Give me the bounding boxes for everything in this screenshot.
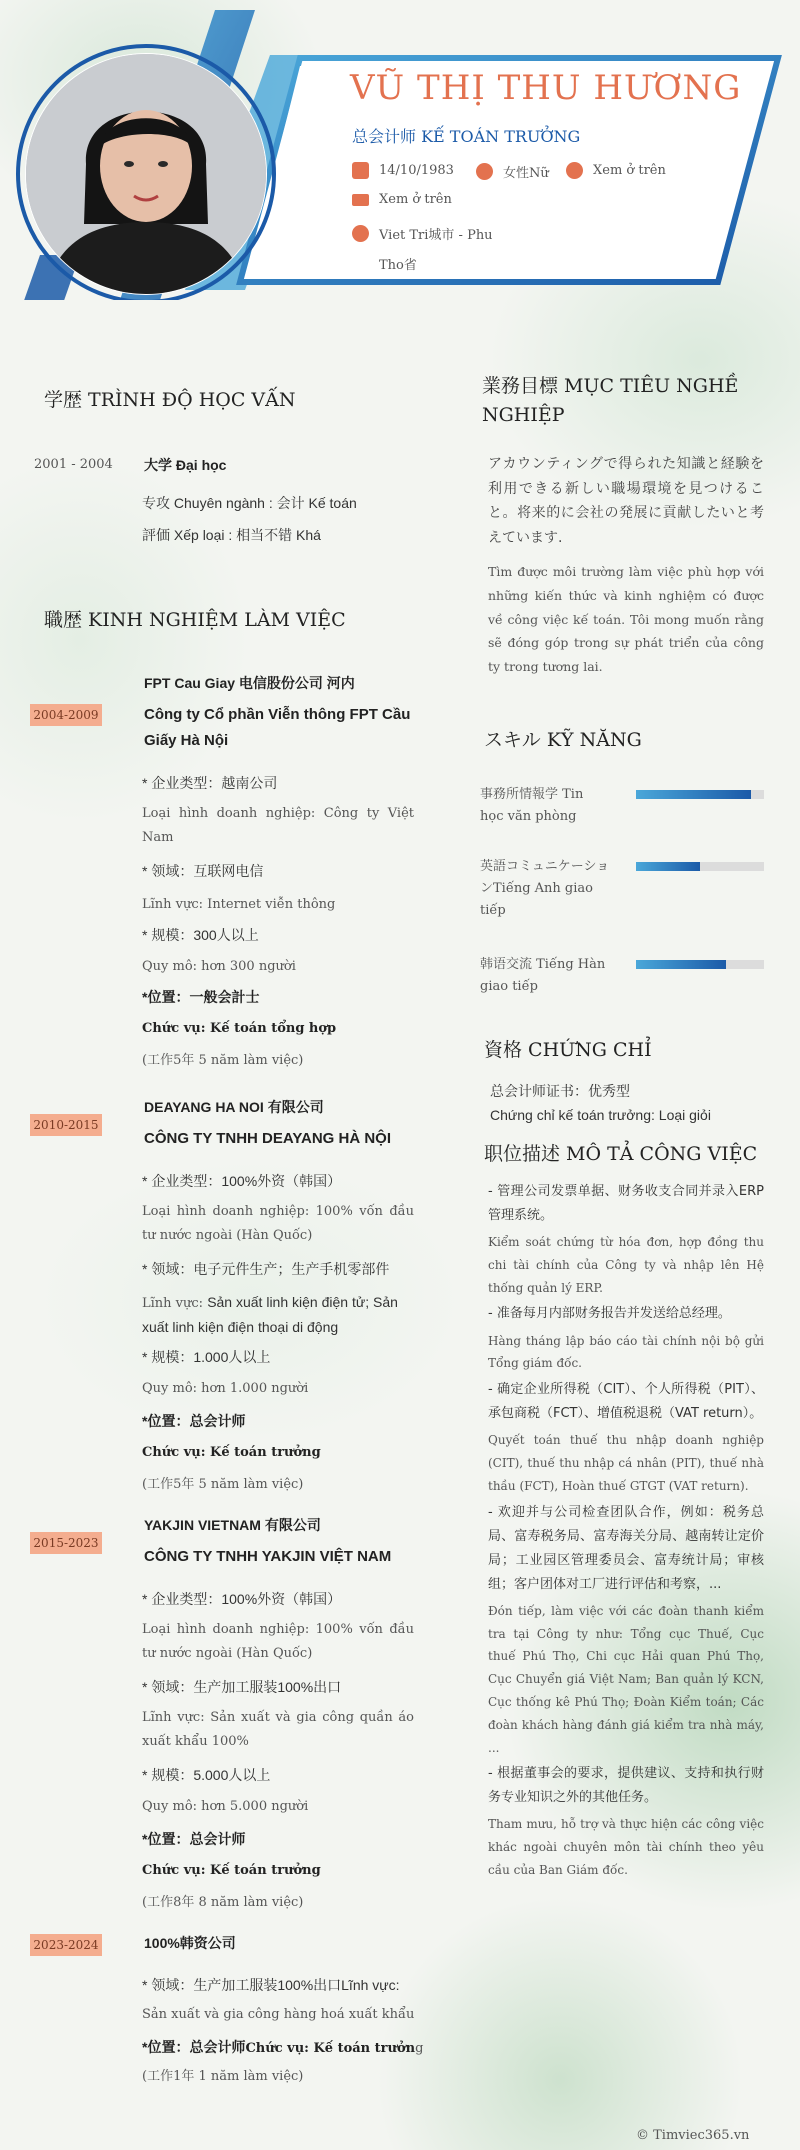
location-icon bbox=[352, 225, 369, 242]
skill-3-label-line1: 韩语交流 Tiếng Hàn bbox=[480, 957, 606, 972]
gender-value: 女性Nữ bbox=[503, 166, 549, 181]
education-grade: 評価 Xếp loại : 相当不错 Khá bbox=[142, 527, 321, 543]
duty-paragraph: - 根据董事会的要求，提供建议、支持和执行财务专业知识之外的其他任务。 bbox=[488, 1766, 764, 1806]
address-line2: Tho省 bbox=[379, 258, 417, 273]
job-1-field-vn: Lĩnh vực: Internet viễn thông bbox=[142, 897, 336, 912]
duty-paragraph: Đón tiếp, làm việc với các đoàn thanh kiểm tra tại Công ty như: Tổng cục Thuế, Cục thuế Phú Thọ, Chi cục Hải quan Phú Thọ, Cục Chuyển giá Việt Nam; Ban quản lý KCN, Cục thống kê Phú Thọ; Đoàn Kiểm toán; Các đoàn khách hàng đánh giá kiểm tra nhà máy, ... bbox=[488, 1603, 764, 1755]
skill-3-label-line2: giao tiếp bbox=[480, 979, 538, 995]
certificates-heading: 資格 CHỨNG CHỈ bbox=[484, 1039, 652, 1061]
job-2-role-vn: Chức vụ: Kế toán trưởng bbox=[142, 1445, 321, 1460]
job-1-period: 2004-2009 bbox=[30, 704, 102, 726]
duty-paragraph: Tham mưu, hỗ trợ và thực hiện các công việc khác ngoài chuyên môn tài chính theo yêu cầu của Ban Giám đốc. bbox=[488, 1817, 764, 1878]
job-4-role-vn: Chức vụ: Kế toán trưởn bbox=[245, 2041, 416, 2056]
job-2-company-vn: CÔNG TY TNHH DEAYANG HÀ NỘI bbox=[144, 1130, 391, 1147]
job-1-type-cn: * 企业类型：越南公司 bbox=[142, 775, 278, 791]
job-4-role bbox=[142, 2036, 423, 2060]
job-4-field-line2: Sản xuất và gia công hàng hoá xuất khẩu bbox=[142, 2007, 415, 2022]
skill-1-bar bbox=[636, 790, 764, 799]
skill-3-label bbox=[480, 954, 630, 998]
birthdate-row bbox=[352, 162, 454, 179]
full-name: VŨ THỊ THU HƯƠNG bbox=[350, 68, 742, 108]
job-1-scale-cn: * 规模：300人以上 bbox=[142, 927, 259, 943]
person-silhouette-icon bbox=[26, 54, 266, 294]
duty-paragraph: Quyết toán thuế thu nhập doanh nghiệp (CIT), thuế thu nhập cá nhân (PIT), thuế nhà thầu (FCT), Hoàn thuế GTGT (VAT return). bbox=[488, 1433, 764, 1493]
job-4-role-cn: *位置：总会计师 bbox=[142, 2039, 246, 2055]
job-2-duration: (工作5年 5 năm làm việc) bbox=[142, 1477, 304, 1492]
skill-3-bar bbox=[636, 960, 764, 969]
birthdate-value: 14/10/1983 bbox=[379, 163, 454, 178]
job-2-type-cn: * 企业类型：100%外资（韩国） bbox=[142, 1173, 342, 1189]
calendar-icon bbox=[352, 162, 369, 179]
job-3-field-vn: Lĩnh vực: Sản xuất và gia công quần áo xuất khẩu 100% bbox=[142, 1710, 414, 1750]
job-1-company-vn: Công ty Cổ phần Viễn thông FPT Cầu Giấy Hà Nội bbox=[144, 706, 411, 749]
duties-heading: 职位描述 MÔ TẢ CÔNG VIỆC bbox=[484, 1143, 758, 1165]
job-4-role-tail: g bbox=[415, 2041, 424, 2056]
job-3-type-vn: Loại hình doanh nghiệp: 100% vốn đầu tư nước ngoài (Hàn Quốc) bbox=[142, 1622, 414, 1662]
job-4-field-line1: * 领域：生产加工服装100%出口Lĩnh vực: bbox=[142, 1977, 400, 1993]
job-3-type-cn: * 企业类型：100%外资（韩国） bbox=[142, 1591, 342, 1607]
skill-2-bar bbox=[636, 862, 764, 871]
job-1-company-cn: FPT Cau Giay 电信股份公司 河内 bbox=[144, 675, 355, 691]
job-4-company-cn: 100%韩资公司 bbox=[144, 1935, 236, 1951]
job-2-role-cn: *位置：总会计师 bbox=[142, 1413, 246, 1429]
skill-1-bar-fill bbox=[636, 790, 751, 799]
certificate-line1: 总会计师证书：优秀型 bbox=[490, 1083, 630, 1099]
job-2-period: 2010-2015 bbox=[30, 1114, 102, 1136]
gender-icon bbox=[476, 163, 493, 180]
skill-2-label bbox=[480, 856, 630, 922]
phone-value: Xem ở trên bbox=[593, 163, 666, 178]
phone-icon bbox=[566, 162, 583, 179]
job-1-scale-vn: Quy mô: hơn 300 người bbox=[142, 959, 296, 974]
duty-paragraph: Kiểm soát chứng từ hóa đơn, hợp đồng thu chi tài chính của Công ty và nhập lên Hệ thống quản lý ERP. bbox=[488, 1235, 764, 1295]
job-3-role-vn: Chức vụ: Kế toán trưởng bbox=[142, 1863, 321, 1878]
education-years: 2001 - 2004 bbox=[34, 457, 113, 472]
email-value: Xem ở trên bbox=[379, 192, 452, 207]
duty-paragraph: - 准备每月内部财务报告并发送给总经理。 bbox=[488, 1306, 731, 1322]
job-1-type-vn: Loại hình doanh nghiệp: Công ty Việt Nam bbox=[142, 806, 414, 846]
objective-heading-line1: 業務目標 MỤC TIÊU NGHỀ bbox=[482, 375, 739, 397]
duties-list bbox=[488, 1180, 764, 1885]
duty-paragraph: - 确定企业所得税（CIT）、个人所得税（PIT）、承包商税（FCT）、增值税退税（VAT return）。 bbox=[488, 1382, 764, 1422]
job-2-company-cn: DEAYANG HA NOI 有限公司 bbox=[144, 1099, 324, 1115]
objective-heading-line2: NGHIỆP bbox=[482, 404, 565, 427]
objective-jp: アカウンティングで得られた知識と経験を利用できる新しい職場環境を見つけること。将来的に会社の発展に貢献したいと考えています. bbox=[488, 456, 764, 546]
job-3-role-cn: *位置：总会计师 bbox=[142, 1831, 246, 1847]
address-line1: Viet Tri城市 - Phu bbox=[379, 228, 493, 243]
certificate-line2: Chứng chỉ kế toán trưởng: Loại giỏi bbox=[490, 1107, 711, 1123]
job-1-role-vn: Chức vụ: Kế toán tổng hợp bbox=[142, 1021, 337, 1036]
skill-2-bar-fill bbox=[636, 862, 700, 871]
job-2-field-vn-label: Lĩnh vực: bbox=[142, 1296, 208, 1311]
education-major: 专攻 Chuyên ngành : 会计 Kế toán bbox=[142, 495, 357, 511]
skill-2-label-line3: tiếp bbox=[480, 903, 506, 919]
education-school: 大学 Đại học bbox=[144, 457, 227, 473]
job-3-period: 2015-2023 bbox=[30, 1532, 102, 1554]
email-row bbox=[352, 192, 452, 207]
job-3-company-cn: YAKJIN VIETNAM 有限公司 bbox=[144, 1517, 321, 1533]
profile-photo bbox=[26, 54, 266, 294]
address-row bbox=[352, 224, 493, 243]
job-2-scale-vn: Quy mô: hơn 1.000 người bbox=[142, 1381, 309, 1396]
job-1-field-cn: * 领域：互联网电信 bbox=[142, 863, 264, 879]
job-3-scale-vn: Quy mô: hơn 5.000 người bbox=[142, 1799, 309, 1814]
job-3-field-cn: * 领域：生产加工服装100%出口 bbox=[142, 1679, 342, 1695]
address-row-2 bbox=[379, 254, 417, 273]
gender-row bbox=[476, 162, 549, 181]
job-2-field-cn: * 领域：电子元件生产；生产手机零部件 bbox=[142, 1261, 390, 1277]
job-3-scale-cn: * 规模：5.000人以上 bbox=[142, 1767, 271, 1783]
skill-3-bar-fill bbox=[636, 960, 726, 969]
duty-paragraph: - 管理公司发票单据、财务收支合同并录入ERP管理系统。 bbox=[488, 1184, 764, 1224]
job-2-type-vn: Loại hình doanh nghiệp: 100% vốn đầu tư nước ngoài (Hàn Quốc) bbox=[142, 1204, 414, 1244]
skill-1-label-line1: 事務所情報学 Tin bbox=[480, 787, 584, 802]
skill-1-label bbox=[480, 784, 630, 828]
skill-2-label-line1: 英語コミュニケーショ bbox=[480, 859, 610, 874]
job-2-scale-cn: * 规模：1.000人以上 bbox=[142, 1349, 271, 1365]
skill-1-label-line2: học văn phòng bbox=[480, 809, 577, 825]
mail-icon bbox=[352, 194, 369, 206]
duty-paragraph: - 欢迎并与公司检查团队合作，例如：税务总局、富寿税务局、富寿海关分局、越南转让定价局；工业园区管理委员会、富寿统计局；审核组；客户团体对工厂进行评估和考察，... bbox=[488, 1504, 764, 1592]
objective-heading bbox=[482, 372, 738, 431]
job-3-company-vn: CÔNG TY TNHH YAKJIN VIỆT NAM bbox=[144, 1548, 392, 1565]
education-heading: 学歴 TRÌNH ĐỘ HỌC VẤN bbox=[44, 389, 296, 411]
experience-heading: 職歴 KINH NGHIỆM LÀM VIỆC bbox=[44, 609, 346, 631]
job-4-period: 2023-2024 bbox=[30, 1934, 102, 1956]
job-1-role-cn: *位置：一般会計士 bbox=[142, 989, 260, 1005]
phone-row bbox=[566, 162, 666, 179]
footer-copyright: © Timviec365.vn bbox=[636, 2128, 750, 2143]
job-2-field-vn bbox=[142, 1290, 418, 1341]
duty-paragraph: Hàng tháng lập báo cáo tài chính nội bộ gửi Tổng giám đốc. bbox=[488, 1333, 764, 1371]
skill-2-label-line2: ンTiếng Anh giao bbox=[480, 881, 593, 897]
job-4-duration: (工作1年 1 năm làm việc) bbox=[142, 2069, 304, 2084]
skills-heading: スキル KỸ NĂNG bbox=[484, 729, 642, 751]
job-1-duration: (工作5年 5 năm làm việc) bbox=[142, 1053, 304, 1068]
job-position: 总会计师 KẾ TOÁN TRƯỞNG bbox=[352, 127, 581, 146]
job-3-duration: (工作8年 8 năm làm việc) bbox=[142, 1895, 304, 1910]
objective-vn: Tìm được môi trường làm việc phù hợp với những kiến thức và kinh nghiệm có được về công việc kế toán. Tôi mong muốn rằng sẽ đóng góp trong sự phát triển của công ty trong tương lai. bbox=[488, 564, 764, 674]
job-2-field-vn-detail: Sản xuất linh kiện điện tử; Sản xuất linh kiện điện thoại di động bbox=[142, 1294, 398, 1336]
